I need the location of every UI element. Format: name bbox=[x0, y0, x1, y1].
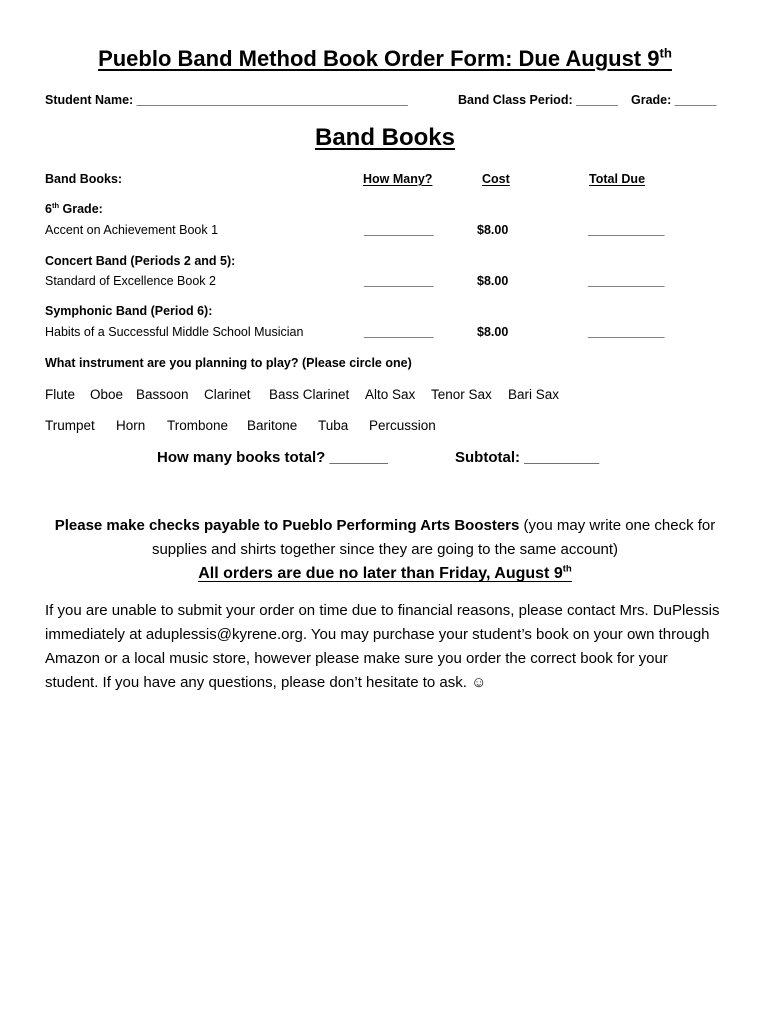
book-title: Standard of Excellence Book 2 bbox=[45, 274, 216, 288]
form-title-text: Pueblo Band Method Book Order Form: Due August 9 bbox=[98, 46, 660, 71]
instrument-option-alto-sax[interactable]: Alto Sax bbox=[365, 387, 416, 402]
total-due-blank[interactable]: ___________ bbox=[588, 274, 665, 288]
cost-value: $8.00 bbox=[477, 223, 509, 237]
instrument-question: What instrument are you planning to play? (Please circle one) bbox=[45, 356, 412, 370]
instrument-option-horn[interactable]: Horn bbox=[116, 418, 146, 433]
instrument-option-trombone[interactable]: Trombone bbox=[167, 418, 229, 433]
grade-field[interactable]: Grade: ______ bbox=[631, 93, 717, 107]
instrument-option-percussion[interactable]: Percussion bbox=[369, 418, 436, 433]
instrument-option-bari-sax[interactable]: Bari Sax bbox=[508, 387, 560, 402]
instrument-option-bassoon[interactable]: Bassoon bbox=[136, 387, 189, 402]
quantity-blank[interactable]: __________ bbox=[364, 223, 434, 237]
col-header-books: Band Books: bbox=[45, 172, 123, 186]
form-title-sup: th bbox=[659, 45, 672, 61]
book-title: Accent on Achievement Book 1 bbox=[45, 223, 219, 237]
form-title bbox=[0, 46, 770, 72]
cost-value: $8.00 bbox=[477, 274, 509, 288]
quantity-blank[interactable]: __________ bbox=[364, 274, 434, 288]
section-title: Band Books bbox=[314, 124, 455, 151]
total-due-blank[interactable]: ___________ bbox=[588, 223, 665, 237]
deadline-notice: All orders are due no later than Friday, August 9th bbox=[198, 563, 572, 582]
book-title: Habits of a Successful Middle School Musician bbox=[45, 325, 304, 339]
instrument-option-oboe[interactable]: Oboe bbox=[90, 387, 124, 402]
instrument-option-tenor-sax[interactable]: Tenor Sax bbox=[431, 387, 492, 402]
quantity-blank[interactable]: __________ bbox=[364, 325, 434, 339]
student-name-field[interactable]: Student Name: _______________________________________ bbox=[45, 93, 408, 107]
subtotal-field[interactable]: Subtotal: _________ bbox=[455, 449, 600, 466]
instrument-option-trumpet[interactable]: Trumpet bbox=[45, 418, 95, 433]
instrument-option-flute[interactable]: Flute bbox=[45, 387, 76, 402]
cost-value: $8.00 bbox=[477, 325, 509, 339]
total-due-blank[interactable]: ___________ bbox=[588, 325, 665, 339]
instrument-option-baritone[interactable]: Baritone bbox=[247, 418, 298, 433]
books-total-field[interactable]: How many books total? _______ bbox=[157, 449, 388, 466]
checks-payable-note: Please make checks payable to Pueblo Performing Arts Boosters (you may write one check for supplies and shirts together since they are going to the same account) bbox=[54, 517, 716, 558]
col-header-how-many: How Many? bbox=[363, 172, 433, 186]
instrument-option-tuba[interactable]: Tuba bbox=[318, 418, 349, 433]
group-label-concert-band: Concert Band (Periods 2 and 5): bbox=[45, 254, 236, 268]
col-header-total-due: Total Due bbox=[589, 172, 646, 186]
group-label-symphonic-band: Symphonic Band (Period 6): bbox=[45, 304, 213, 318]
instrument-option-clarinet[interactable]: Clarinet bbox=[204, 387, 251, 402]
instrument-option-bass-clarinet[interactable]: Bass Clarinet bbox=[269, 387, 350, 402]
financial-contact-note: If you are unable to submit your order on time due to financial reasons, please contact Mrs. DuPlessis immediately at aduplessis@kyrene.org. You may purchase your student’s book on your own through Amazon or a local music store, however please make sure you order the correct book for your student. If you have any questions, please don’t hesitate to ask. ☺ bbox=[45, 602, 720, 691]
band-period-field[interactable]: Band Class Period: ______ bbox=[458, 93, 618, 107]
group-label-6th-grade: 6th Grade: bbox=[45, 200, 103, 216]
col-header-cost: Cost bbox=[482, 172, 510, 186]
